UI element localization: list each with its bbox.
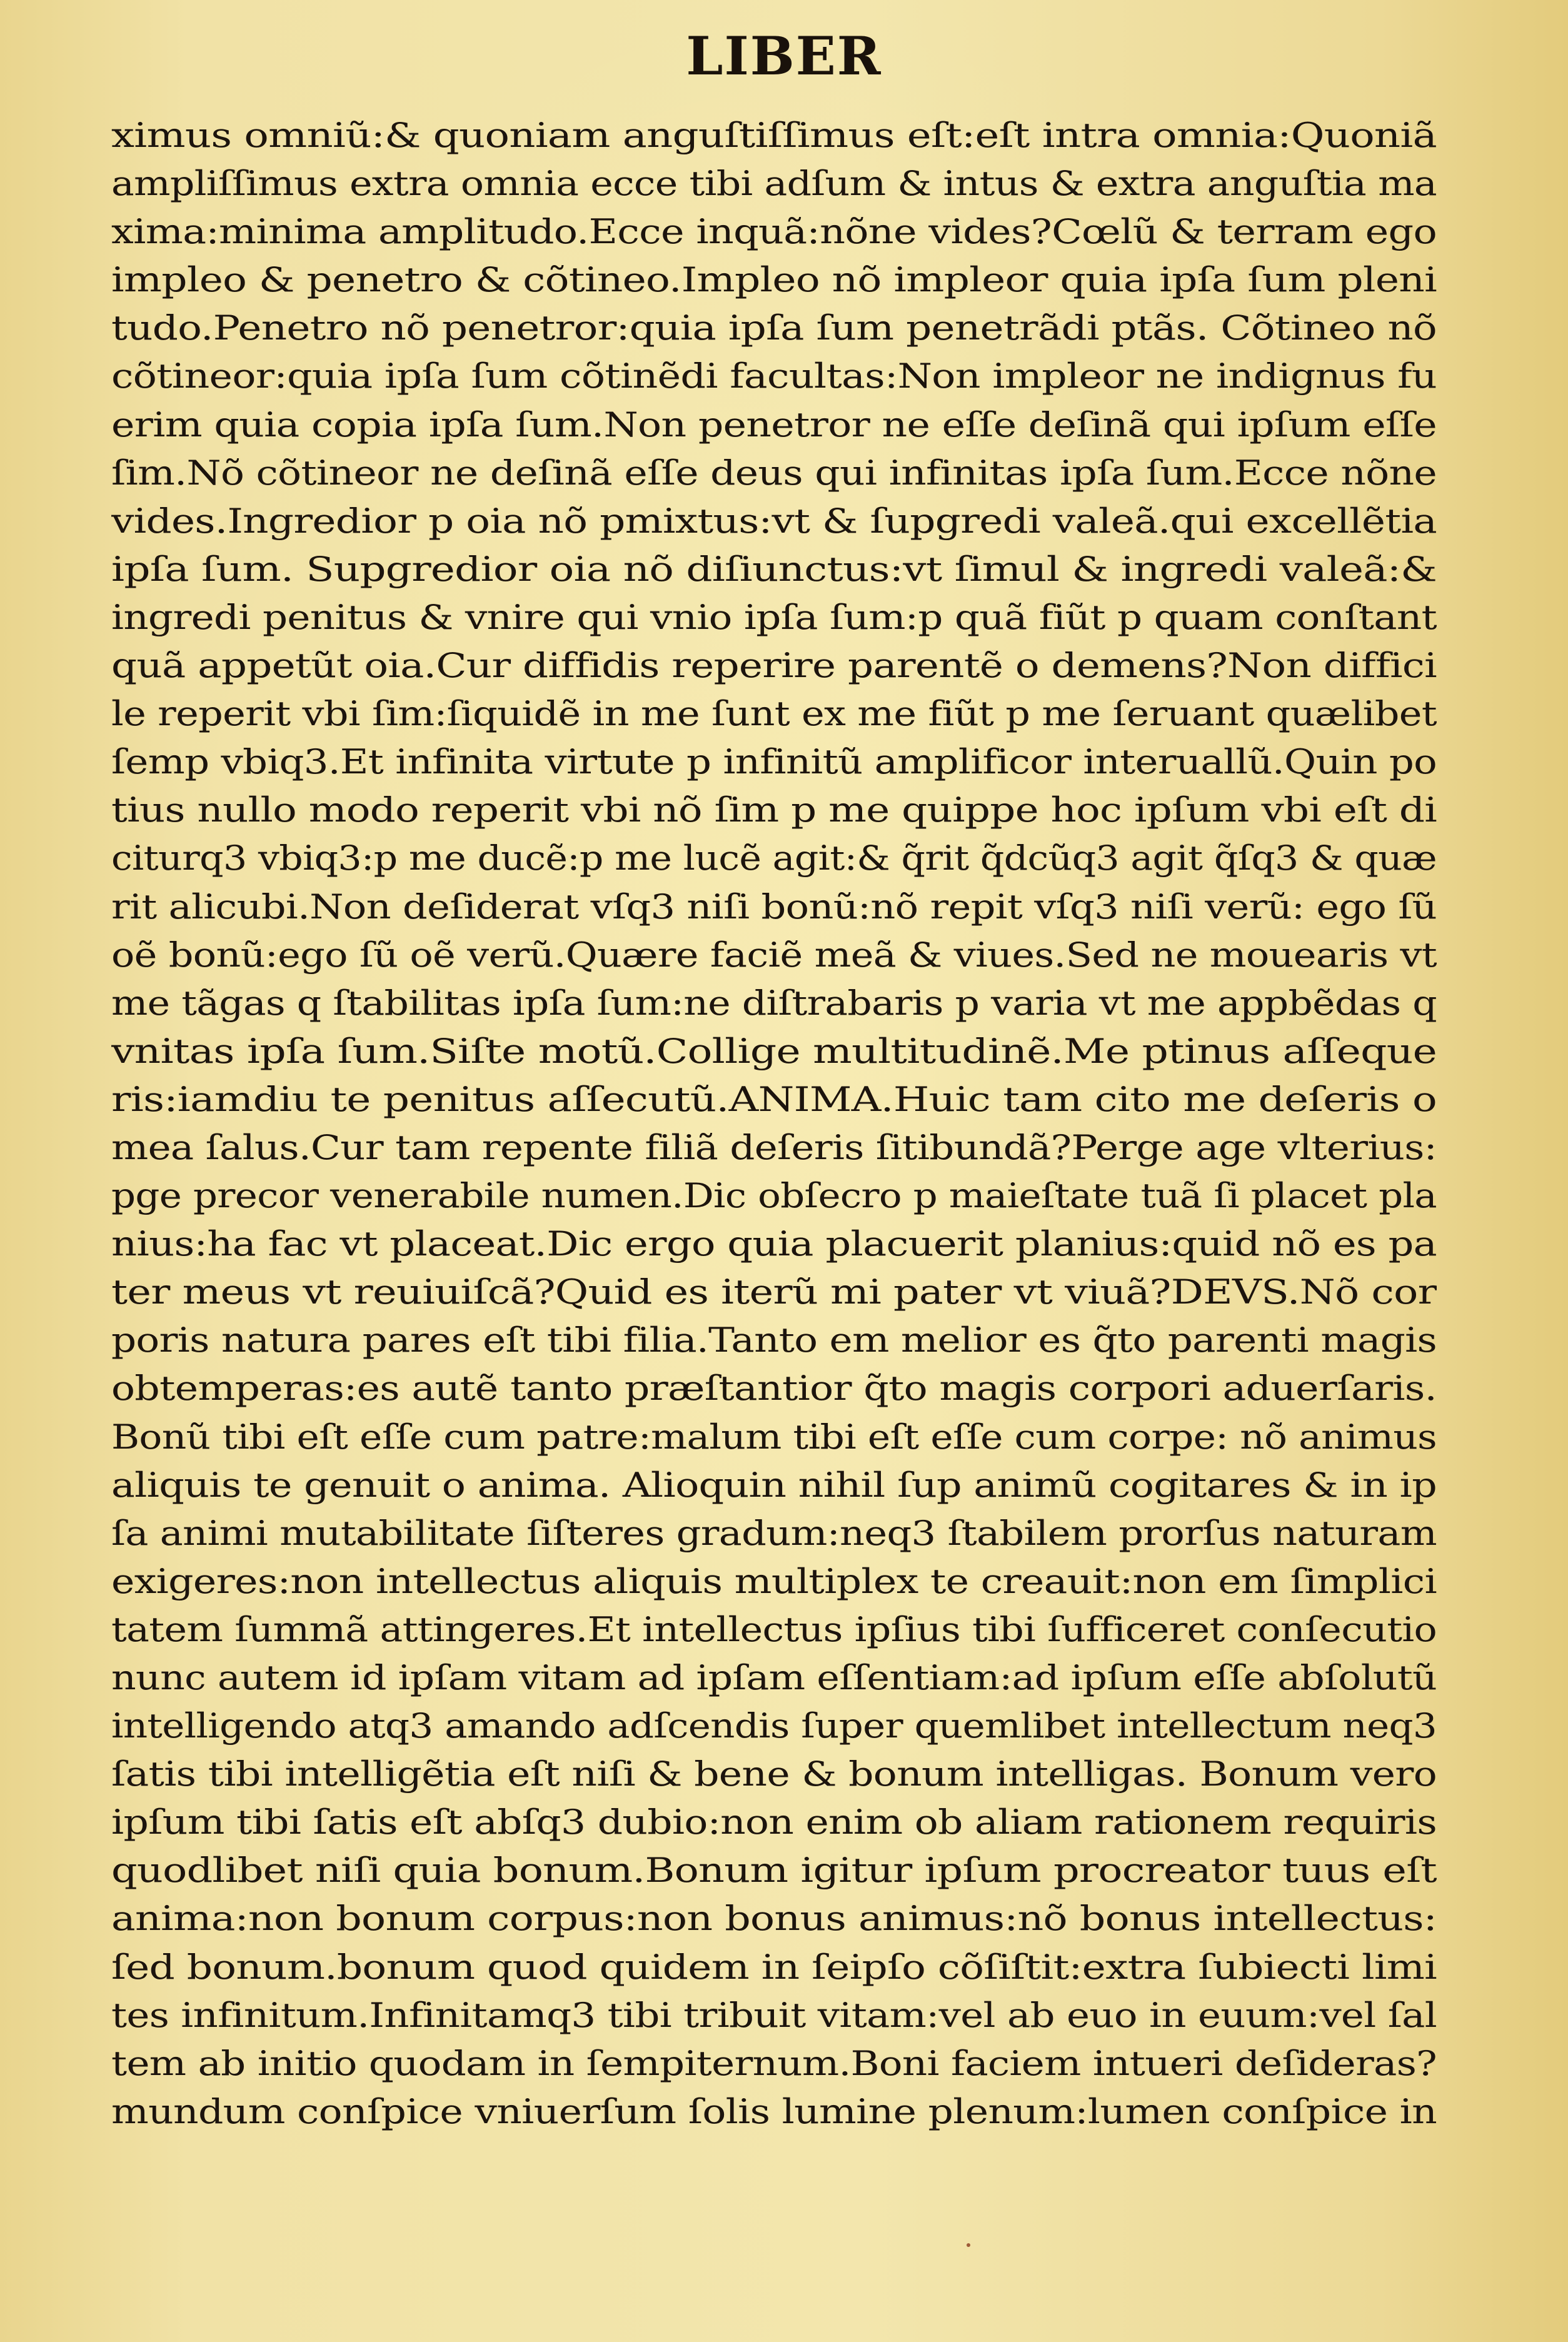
text-line: xima:minima amplitudo.Ecce inquã:nõne vides?Cœlũ & terram ego	[111, 211, 1437, 252]
text-line: vides.Ingredior p oia nõ pmixtus:vt & ſupgredi valeã.qui excellẽtia	[111, 500, 1437, 541]
text-line: rit alicubi.Non deſiderat vſq3 niſi bonũ:nõ repit vſq3 niſi verũ: ego ſũ	[111, 886, 1437, 927]
text-line: ter meus vt reuiuiſcã?Quid es iterũ mi pater vt viuã?DEVS.Nõ cor	[111, 1272, 1437, 1312]
text-block	[111, 111, 1437, 2136]
text-line: obtemperas:es autẽ tanto præſtantior q̃to magis corpori aduerſaris.	[111, 1368, 1437, 1409]
text-line: anima:non bonum corpus:non bonus animus:nõ bonus intellectus:	[111, 1898, 1437, 1939]
text-line: ſed bonum.bonum quod quidem in ſeipſo cõſiſtit:extra ſubiecti limi	[111, 1946, 1437, 1987]
text-line: me tãgas q ſtabilitas ipſa ſum:ne diſtrabaris p varia vt me appbẽdas q	[111, 982, 1437, 1023]
text-line: quã appetũt oia.Cur diffidis reperire parentẽ o demens?Non diffici	[111, 645, 1437, 686]
text-line: tatem ſummã attingeres.Et intellectus ipſius tibi ſufficeret conſecutio	[111, 1609, 1437, 1649]
text-line: ingredi penitus & vnire qui vnio ipſa ſum:p quã fiũt p quam conſtant	[111, 596, 1437, 637]
text-line: exigeres:non intellectus aliquis multiplex te creauit:non em ſimplici	[111, 1560, 1437, 1601]
text-line: impleo & penetro & cõtineo.Impleo nõ impleor quia ipſa ſum pleni	[111, 259, 1437, 300]
text-line: quodlibet niſi quia bonum.Bonum igitur ipſum procreator tuus eſt	[111, 1850, 1437, 1891]
text-line: mea ſalus.Cur tam repente filiã deſeris ſitibundã?Perge age vlterius:	[111, 1127, 1437, 1167]
text-line: erim quia copia ipſa ſum.Non penetror ne eſſe deſinã qui ipſum eſſe	[111, 404, 1437, 445]
text-line: ſim.Nõ cõtineor ne deſinã eſſe deus qui infinitas ipſa ſum.Ecce nõne	[111, 452, 1437, 493]
text-line: ampliſſimus extra omnia ecce tibi adſum & intus & extra anguſtia ma	[111, 163, 1437, 204]
text-line: nunc autem id ipſam vitam ad ipſam eſſentiam:ad ipſum eſſe abſolutũ	[111, 1657, 1437, 1697]
text-line: tes infinitum.Infinitamq3 tibi tribuit vitam:vel ab euo in euum:vel ſal	[111, 1994, 1437, 2035]
text-line: ſatis tibi intelligẽtia eſt niſi & bene & bonum intelligas. Bonum vero	[111, 1754, 1437, 1794]
running-head: LIBER	[686, 25, 882, 87]
text-line: poris natura pares eſt tibi filia.Tanto em melior es q̃to parenti magis	[111, 1320, 1437, 1360]
text-line: ſa animi mutabilitate ſiſteres gradum:neq3 ſtabilem prorſus naturam	[111, 1512, 1437, 1553]
text-line: pge precor venerabile numen.Dic obſecro p maieſtate tuã ſi placet pla	[111, 1175, 1437, 1216]
text-line: nius:ha fac vt placeat.Dic ergo quia placuerit planius:quid nõ es pa	[111, 1224, 1437, 1264]
text-line: tem ab initio quodam in ſempiternum.Boni faciem intueri deſideras?	[111, 2043, 1437, 2083]
text-line: le reperit vbi ſim:ſiquidẽ in me ſunt ex me fiũt p me ſeruant quælibet	[111, 693, 1437, 734]
text-line: aliquis te genuit o anima. Alioquin nihil ſup animũ cogitares & in ip	[111, 1464, 1437, 1505]
text-line: cõtineor:quia ipſa ſum cõtinẽdi facultas:Non impleor ne indignus fu	[111, 356, 1437, 396]
text-line: ipſum tibi ſatis eſt abſq3 dubio:non enim ob aliam rationem requiris	[111, 1802, 1437, 1842]
text-line: ris:iamdiu te penitus aſſecutũ.ANIMA.Huic tam cito me deſeris o	[111, 1078, 1437, 1119]
text-line: tius nullo modo reperit vbi nõ ſim p me quippe hoc ipſum vbi eſt di	[111, 790, 1437, 830]
text-line: oẽ bonũ:ego ſũ oẽ verũ.Quære faciẽ meã & viues.Sed ne mouearis vt	[111, 934, 1437, 975]
text-line: ipſa ſum. Supgredior oia nõ diſiunctus:vt ſimul & ingredi valeã:&	[111, 548, 1437, 589]
text-line: vnitas ipſa ſum.Siſte motũ.Collige multitudinẽ.Me ptinus aſſeque	[111, 1030, 1437, 1071]
text-line: mundum conſpice vniuerſum ſolis lumine plenum:lumen conſpice in	[111, 2091, 1437, 2131]
text-line: ſemp vbiq3.Et infinita virtute p infinitũ amplificor interuallũ.Quin po	[111, 741, 1437, 782]
text-line: intelligendo atq3 amando adſcendis ſuper quemlibet intellectum neq3	[111, 1706, 1437, 1746]
text-line: Bonũ tibi eſt eſſe cum patre:malum tibi eſt eſſe cum corpe: nõ animus	[111, 1416, 1437, 1457]
text-line: tudo.Penetro nõ penetror:quia ipſa ſum penetrãdi ptãs. Cõtineo nõ	[111, 308, 1437, 348]
ink-blot	[967, 2243, 970, 2247]
text-line: ximus omniũ:& quoniam anguſtiſſimus eſt:eſt intra omnia:Quoniã	[111, 115, 1437, 155]
text-line: citurq3 vbiq3:p me ducẽ:p me lucẽ agit:& q̃rit q̃dcũq3 agit q̃ſq3 & quæ	[111, 838, 1437, 878]
